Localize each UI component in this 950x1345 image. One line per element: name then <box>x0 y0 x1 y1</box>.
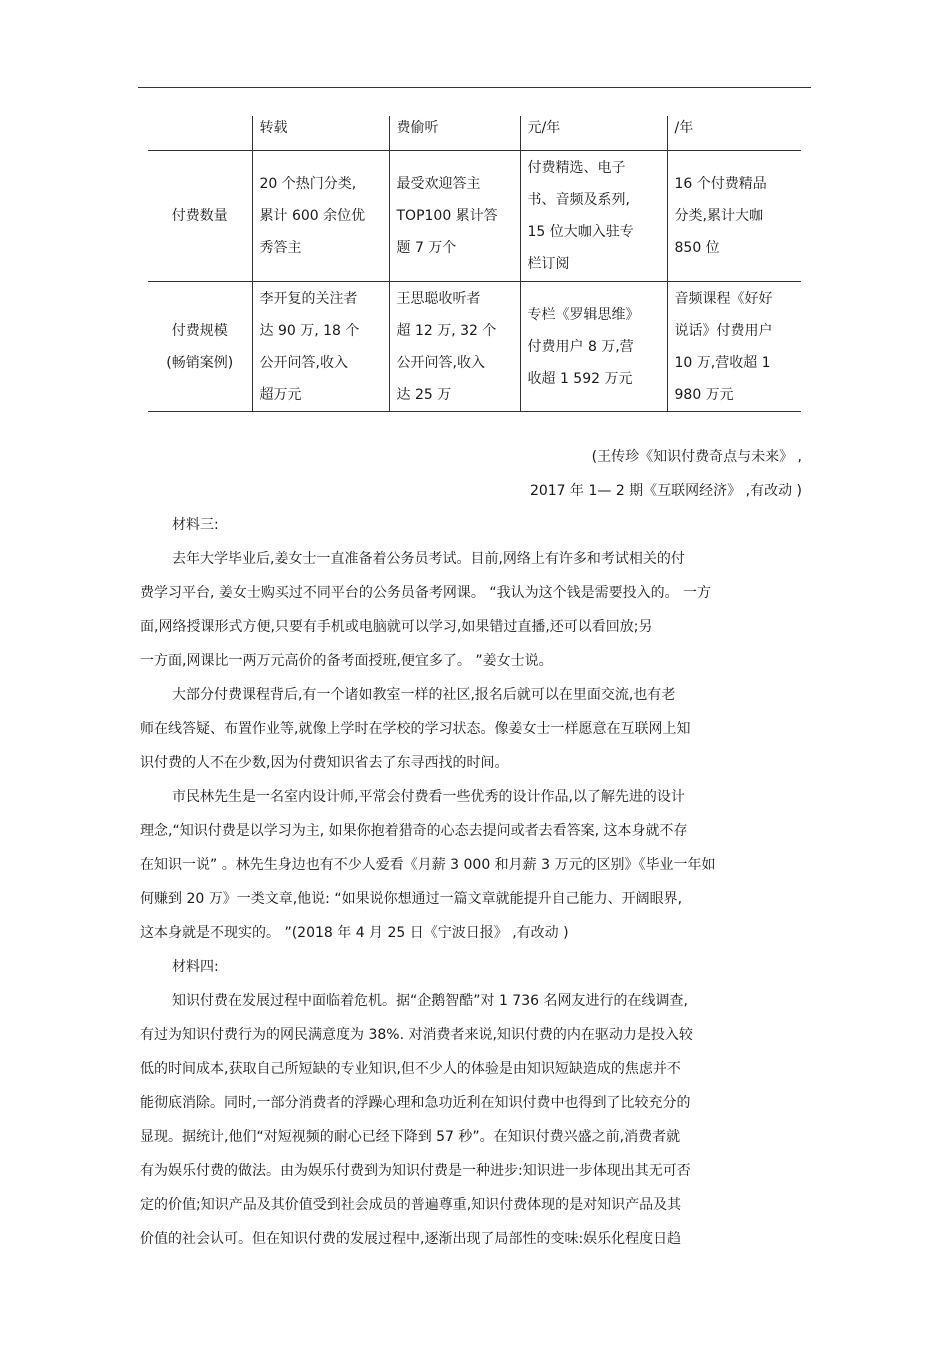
table-header-cell: 费偷听 <box>389 116 520 151</box>
table-header-cell <box>148 116 252 151</box>
paragraph-line: 何赚到 20 万》一类文章,他说: “如果说你想通过一篇文章就能提升自己能力、开阔眼界, <box>140 891 683 907</box>
paragraph-line: 有过为知识付费行为的网民满意度为 38%. 对消费者来说,知识付费的内在驱动力是投入较 <box>140 1027 693 1043</box>
table-cell <box>667 282 801 412</box>
cell-line: 850 位 <box>674 240 720 256</box>
table-cell <box>389 151 520 282</box>
paragraph-line: 一方面,网课比一两万元高价的备考面授班,便宜多了。 ”姜女士说。 <box>140 653 553 669</box>
paragraph-line: 定的价值;知识产品及其价值受到社会成员的普遍尊重,知识付费体现的是对知识产品及其 <box>140 1197 682 1213</box>
table-header-row <box>148 116 801 151</box>
cell-line: 说话》付费用户 <box>674 322 773 339</box>
table-cell <box>252 282 389 412</box>
table-row-payment-scale <box>148 282 801 412</box>
cell-line: 最受欢迎答主 <box>396 176 481 192</box>
cell-line: TOP100 累计答 <box>396 208 498 224</box>
paragraph-line: 面,网络授课形式方便,只要有手机或电脑就可以学习,如果错过直播,还可以看回放;另 <box>140 619 653 635</box>
cell-line: 超万元 <box>259 386 302 403</box>
cell-line: 李开复的关注者 <box>259 290 358 307</box>
paragraph-line: 识付费的人不在少数,因为付费知识省去了东寻西找的时间。 <box>140 755 509 771</box>
cell-line: 收超 1 592 万元 <box>527 370 633 387</box>
paragraph-line: 在知识一说” 。林先生身边也有不少人爱看《月薪 3 000 和月薪 3 万元的区别》《毕业一年如 <box>140 857 716 873</box>
table-row-payment-quantity <box>148 151 801 282</box>
cell-line: 音频课程《好好 <box>674 290 773 307</box>
paragraph-line: 材料四: <box>172 959 219 975</box>
row-label-line: 付费规模 <box>171 322 228 339</box>
cell-line: 付费用户 8 万,营 <box>527 338 634 355</box>
table-header-cell: 转载 <box>252 116 389 151</box>
cell-line: 分类,累计大咖 <box>674 208 763 224</box>
cell-line: 20 个热门分类, <box>259 176 357 192</box>
row-label: 付费数量 <box>171 208 228 224</box>
table-cell <box>389 282 520 412</box>
paragraph-line: 价值的社会认可。但在知识付费的发展过程中,逐渐出现了局部性的变味:娱乐化程度日趋 <box>140 1231 682 1247</box>
cell-line: 栏订阅 <box>527 256 570 272</box>
body-text <box>140 508 820 1256</box>
knowledge-payment-table <box>148 116 801 412</box>
cell-line: 980 万元 <box>674 386 734 403</box>
cell-line: 付费精选、电子 <box>527 160 626 176</box>
cell-line: 公开问答,收入 <box>396 354 485 371</box>
cell-line: 王思聪收听者 <box>396 290 481 307</box>
citation-line-2: 2017 年 1— 2 期《互联网经济》 ,有改动 ) <box>529 483 802 499</box>
cell-line: 16 个付费精品 <box>674 176 767 192</box>
paragraph-line: 理念,“知识付费是以学习为主, 如果你抱着猎奇的心态去提问或者去看答案, 这本身就不存 <box>140 823 688 839</box>
paragraph-line: 低的时间成本,获取自己所短缺的专业知识,但不少人的体验是由知识短缺造成的焦虑并不 <box>140 1061 681 1077</box>
paragraph-line: 材料三: <box>172 517 219 533</box>
table-header-cell: 元/年 <box>520 116 667 151</box>
paragraph-line: 师在线答疑、布置作业等,就像上学时在学校的学习状态。像姜女士一样愿意在互联网上知 <box>140 721 691 737</box>
cell-line: 题 7 万个 <box>396 240 457 256</box>
paragraph-line: 去年大学毕业后,姜女士一直准备着公务员考试。目前,网络上有许多和考试相关的付 <box>172 551 685 567</box>
table-cell <box>667 151 801 282</box>
table-cell <box>252 151 389 282</box>
paragraph-line: 有为娱乐付费的做法。由为娱乐付费到为知识付费是一种进步:知识进一步体现出其无可否 <box>140 1163 691 1179</box>
cell-line: 公开问答,收入 <box>259 354 348 371</box>
page-top-rule <box>138 87 811 88</box>
paragraph-line: 费学习平台, 姜女士购买过不同平台的公务员备考网课。 “我认为这个钱是需要投入的。 一方 <box>140 585 712 601</box>
cell-line: 达 25 万 <box>396 386 452 403</box>
citation-line-1: (王传珍《知识付费奇点与未来》 , <box>591 449 802 465</box>
table-cell <box>520 151 667 282</box>
cell-line: 秀答主 <box>259 240 302 256</box>
table-header-cell: /年 <box>667 116 801 151</box>
cell-line: 专栏《罗辑思维》 <box>527 306 640 323</box>
cell-line: 15 位大咖入驻专 <box>527 224 634 240</box>
cell-line: 累计 600 余位优 <box>259 208 366 224</box>
cell-line: 达 90 万, 18 个 <box>259 322 360 339</box>
row-label-line: (畅销案例) <box>166 354 234 371</box>
cell-line: 书、音频及系列, <box>527 192 630 208</box>
row-label <box>148 282 252 412</box>
paragraph-line: 知识付费在发展过程中面临着危机。据“企鹅智酷”对 1 736 名网友进行的在线调查, <box>172 993 688 1009</box>
paragraph-line: 这本身就是不现实的。 ”(2018 年 4 月 25 日《宁波日报》 ,有改动 ) <box>140 925 569 941</box>
paragraph-line: 显现。据统计,他们“对短视频的耐心已经下降到 57 秒”。在知识付费兴盛之前,消费者就 <box>140 1129 681 1145</box>
cell-line: 超 12 万, 32 个 <box>396 322 497 339</box>
paragraph-line: 市民林先生是一名室内设计师,平常会付费看一些优秀的设计作品,以了解先进的设计 <box>172 789 685 805</box>
paragraph-line: 大部分付费课程背后,有一个诸如教室一样的社区,报名后就可以在里面交流,也有老 <box>172 687 676 703</box>
table-cell <box>520 282 667 412</box>
paragraph-line: 能彻底消除。同时,一部分消费者的浮躁心理和急功近利在知识付费中也得到了比较充分的 <box>140 1095 691 1111</box>
cell-line: 10 万,营收超 1 <box>674 354 771 371</box>
